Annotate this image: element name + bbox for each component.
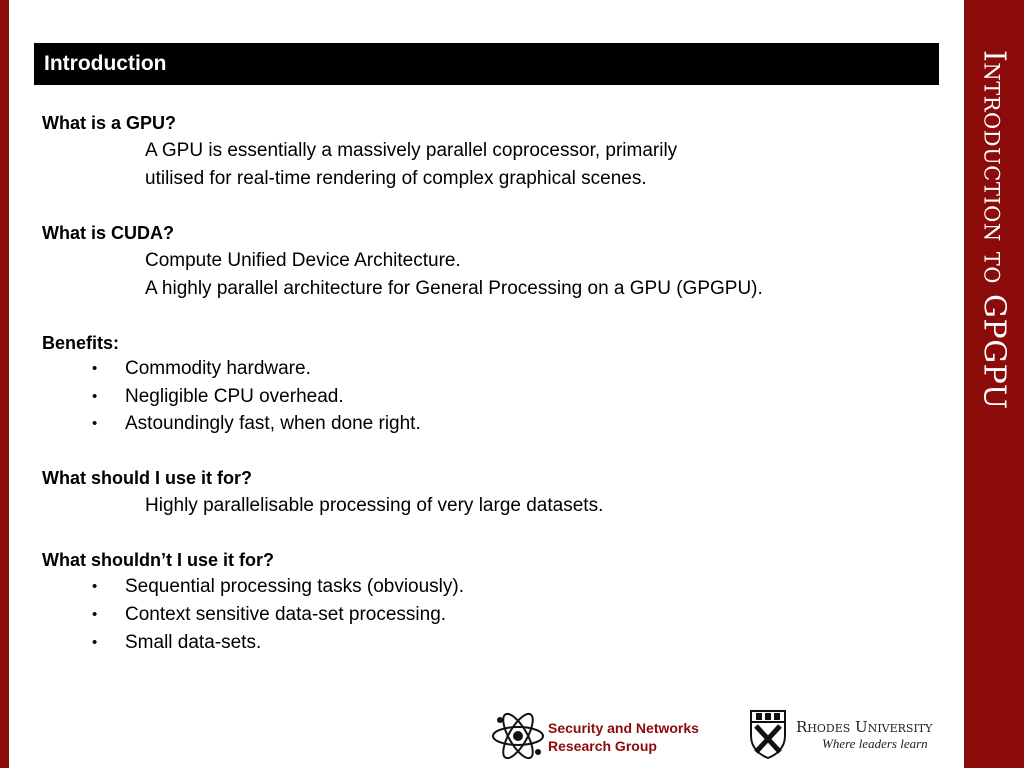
list-item-text: Sequential processing tasks (obviously).	[125, 576, 465, 597]
gpu-definition-line-2: utilised for real-time rendering of complex graphical scenes.	[145, 168, 647, 189]
use-for-line-1: Highly parallelisable processing of very large datasets.	[145, 495, 604, 516]
heading-what-shouldnt-i-use: What shouldn’t I use it for?	[42, 550, 274, 570]
list-item-text: Negligible CPU overhead.	[125, 386, 344, 407]
rhodes-tagline: Where leaders learn	[822, 736, 928, 751]
heading-what-is-cuda: What is CUDA?	[42, 223, 174, 243]
list-item-text: Context sensitive data-set processing.	[125, 604, 447, 625]
cuda-definition-line-1: Compute Unified Device Architecture.	[145, 250, 461, 271]
university-crest-icon	[748, 708, 788, 760]
left-accent-bar	[0, 0, 9, 768]
bullet-icon: •	[92, 360, 98, 377]
bullet-icon: •	[92, 415, 98, 432]
snrg-name-line-2: Research Group	[548, 738, 657, 754]
heading-what-should-i-use: What should I use it for?	[42, 468, 252, 488]
heading-what-is-gpu: What is a GPU?	[42, 113, 177, 133]
bullet-icon: •	[92, 634, 98, 651]
side-title: Introduction to GPGPU	[976, 50, 1012, 410]
rhodes-name: Rhodes University	[796, 718, 933, 736]
heading-benefits: Benefits:	[42, 333, 120, 353]
list-item-text: Astoundingly fast, when done right.	[125, 413, 421, 434]
section-header-bar	[34, 43, 939, 85]
rhodes-university-logo	[748, 708, 948, 764]
bullet-icon: •	[92, 606, 98, 623]
snrg-logo	[490, 712, 730, 760]
snrg-name	[548, 719, 699, 755]
atom-icon	[490, 712, 546, 760]
bullet-icon: •	[92, 388, 98, 405]
section-header-title: Introduction	[44, 52, 167, 75]
snrg-name-line-1: Security and Networks	[548, 720, 699, 736]
cuda-definition-line-2: A highly parallel architecture for General Processing on a GPU (GPGPU).	[145, 278, 763, 299]
bullet-icon: •	[92, 578, 98, 595]
gpu-definition-line-1: A GPU is essentially a massively parallel coprocessor, primarily	[145, 140, 678, 161]
list-item-text: Small data-sets.	[125, 632, 262, 653]
list-item-text: Commodity hardware.	[125, 358, 311, 379]
